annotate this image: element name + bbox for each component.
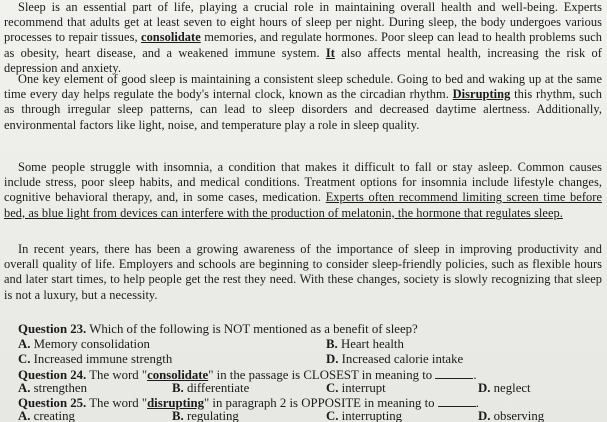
question-24-number: Question 24. (18, 368, 87, 382)
question-23 (18, 322, 588, 337)
q24-option-a-label: A. (18, 381, 31, 395)
question-25-keyword: disrupting (147, 396, 204, 410)
q23-option-c-label: C. (18, 352, 31, 366)
paragraph-2 (4, 72, 602, 133)
q23-option-a-text: Memory consolidation (33, 337, 150, 351)
question-25-stem-before: The word " (89, 396, 148, 410)
q25-option-d-label: D. (478, 409, 491, 422)
question-23-stem: Which of the following is NOT mentioned as a benefit of sleep? (89, 322, 418, 336)
q25-option-d[interactable] (478, 409, 544, 422)
q23-option-d-text: Increased calorie intake (341, 352, 464, 366)
q23-option-a[interactable] (18, 337, 150, 352)
p1-keyword-it: It (325, 45, 335, 60)
question-25-stem-end: . (475, 396, 479, 410)
question-24-answer-blank (435, 367, 473, 379)
q23-option-a-label: A. (18, 337, 31, 351)
q23-option-d[interactable] (326, 352, 463, 367)
q25-option-c[interactable] (326, 409, 402, 422)
question-24-keyword: consolidate (147, 368, 209, 382)
q23-option-b-text: Heart health (340, 337, 404, 351)
p1-text-c: memories, and regulate hormones. Poor sleep can lead to health problems such as obesity, heart disease, and a weakened immune system. (4, 30, 602, 60)
p2-keyword-disrupting: Disrupting (452, 87, 511, 102)
q25-option-c-text: interrupting (341, 409, 403, 422)
q25-option-c-label: C. (326, 409, 339, 422)
p1-keyword-consolidate: consolidate (141, 30, 201, 45)
paragraph-1 (4, 0, 602, 76)
paragraph-4: In recent years, there has been a growing awareness of the importance of sleep in improving productivity and overall quality of life. Employers and schools are beginning to consider sleep-friendly policies, such as flexible hours and later start times, to help people get the rest they need. With these changes, society is slowly recognizing that sleep is not a luxury, but a necessity. (4, 242, 602, 302)
q24-option-d-text: neglect (493, 381, 531, 395)
q24-option-c[interactable] (326, 381, 386, 396)
q25-option-a-text: creating (33, 409, 75, 422)
q23-option-c-text: Increased immune strength (33, 352, 173, 366)
q24-option-a[interactable] (18, 381, 87, 396)
q25-option-a[interactable] (18, 409, 75, 422)
q23-option-b[interactable] (326, 337, 404, 352)
p2-text-c: this rhythm, such as through irregular sleep patterns, can lead to sleep disorders and decreased daytime alertness. Additionally, environmental factors like light, noise, and temperature play a role in sleep quality. (4, 87, 603, 132)
p2-text-a: One key element of good sleep is maintaining a consistent sleep schedule. Going to bed and waking up at the same time every day helps regulate the body's internal clock, known as the circadian rhythm. (4, 72, 602, 102)
p1-text-a: Sleep is an essential part of life, playing a crucial role in maintaining overall health and well-being. Experts recommend that adults get at least seven to eight hours of sleep per night. During sleep, the body undergoes various processes to repair tissues, (4, 0, 602, 45)
question-24-stem-after: " in the passage is CLOSEST in meaning to (208, 368, 433, 382)
q24-option-c-text: interrupt (341, 381, 386, 395)
q25-option-b[interactable] (172, 409, 239, 422)
q25-option-d-text: observing (493, 409, 545, 422)
q24-option-b-label: B. (172, 381, 184, 395)
q24-option-b-text: differentiate (186, 381, 250, 395)
q23-option-d-label: D. (326, 352, 339, 366)
question-25-stem-after: " in paragraph 2 is OPPOSITE in meaning to (203, 396, 435, 410)
q23-option-c[interactable] (18, 352, 172, 367)
p3-underlined-sentence: Experts often recommend limiting screen time before bed, as blue light from devices can interfere with the production of melatonin, the hormone that regulates sleep. (4, 190, 602, 220)
question-23-number: Question 23. (18, 322, 87, 336)
question-25-number: Question 25. (18, 396, 87, 410)
q25-option-a-label: A. (18, 409, 31, 422)
paragraph-3 (4, 160, 602, 221)
p1-text-e: also affects mental health, increasing the risk of depression and anxiety. (4, 45, 602, 75)
question-24-stem-end: . (473, 368, 477, 382)
p3-text-a: Some people struggle with insomnia, a condition that makes it difficult to fall or stay asleep. Common causes include stress, poor sleep habits, and medical conditions. Treatment options for insomnia include lifestyle changes, cognitive behavioral therapy, and, in some cases, medication. (4, 160, 602, 205)
q24-option-b[interactable] (172, 381, 249, 396)
q24-option-c-label: C. (326, 381, 339, 395)
q24-option-a-text: strengthen (33, 381, 87, 395)
question-24-stem-before: The word " (89, 368, 148, 382)
question-25-answer-blank (438, 395, 476, 407)
q25-option-b-label: B. (172, 409, 184, 422)
q23-option-b-label: B. (326, 337, 338, 351)
q25-option-b-text: regulating (186, 409, 239, 422)
q24-option-d[interactable] (478, 381, 531, 396)
q24-option-d-label: D. (478, 381, 491, 395)
